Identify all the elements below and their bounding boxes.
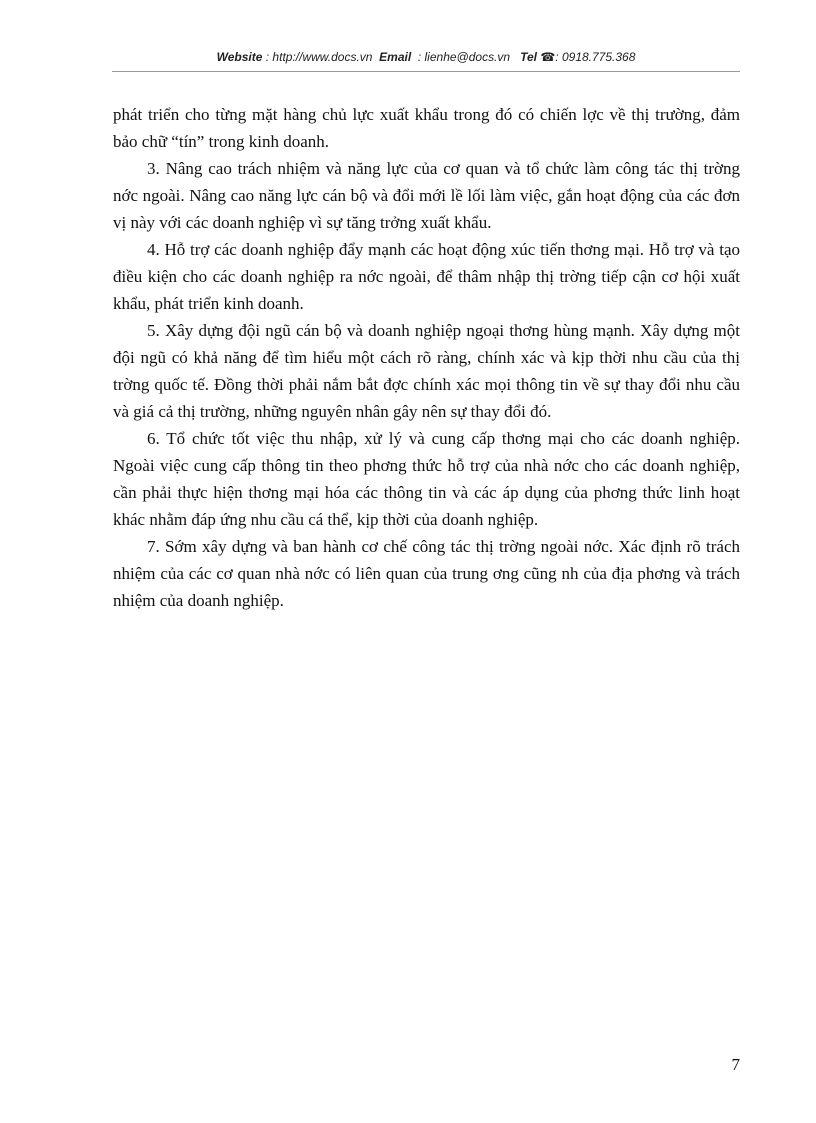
page-number: 7 [731, 1055, 740, 1074]
email-label: Email [379, 50, 412, 64]
phone-icon: ☎ [540, 50, 556, 64]
website-label: Website [216, 50, 263, 64]
paragraph-item-7: 7. Sớm xây dựng và ban hành cơ chế công tác thị trờng ngoài nớc. Xác định rõ trách nhiệm của các cơ quan nhà nớc có liên quan của trung ơng cũng nh của địa phơng và trách nhiệm của doanh nghiệp. [113, 537, 740, 610]
paragraph-item-5: 5. Xây dựng đội ngũ cán bộ và doanh nghiệp ngoại thơng hùng mạnh. Xây dựng một đội ngũ có khả năng để tìm hiểu một cách rõ ràng, chính xác và kịp thời nhu cầu của thị trờng quốc tế. Đồng thời phải nắm bắt đợc chính xác mọi thông tin về sự thay đổi nhu cầu và giá cả thị trường, những nguyên nhân gây nên sự thay đổi đó. [113, 321, 740, 421]
paragraph-item-6: 6. Tổ chức tốt việc thu nhập, xử lý và cung cấp thơng mại cho các doanh nghiệp. Ngoài việc cung cấp thông tin theo phơng thức hỗ trợ của nhà nớc cho các doanh nghiệp, cần phải thực hiện thơng mại hóa các thông tin và các áp dụng của phơng thức linh hoạt khác nhằm đáp ứng nhu cầu cá thể, kịp thời của doanh nghiệp. [113, 429, 740, 529]
paragraph-item-4: 4. Hỗ trợ các doanh nghiệp đẩy mạnh các hoạt động xúc tiến thơng mại. Hỗ trợ và tạo điều kiện cho các doanh nghiệp ra nớc ngoài, để thâm nhập thị trờng tiếp cận cơ hội xuất khẩu, phát triển kinh doanh. [113, 240, 740, 313]
website-value: : http://www.docs.vn [265, 50, 373, 64]
header-divider [112, 71, 740, 72]
tel-label: Tel [520, 50, 537, 64]
tel-value: : 0918.775.368 [555, 50, 636, 64]
paragraph-item-3: 3. Nâng cao trách nhiệm và năng lực của cơ quan và tổ chức làm công tác thị trờng nớc ngoài. Nâng cao năng lực cán bộ và đổi mới lề lối làm việc, gắn hoạt động của các đơn vị này với các doanh nghiệp vì sự tăng trởng xuất khẩu. [113, 159, 740, 232]
paragraph-continuation: phát triển cho từng mặt hàng chủ lực xuất khẩu trong đó có chiến lợc về thị trường, đảm bảo chữ “tín” trong kinh doanh. [113, 105, 740, 151]
document-body [113, 101, 740, 614]
page-header [112, 50, 740, 64]
email-value: : lienhe@docs.vn [417, 50, 511, 64]
